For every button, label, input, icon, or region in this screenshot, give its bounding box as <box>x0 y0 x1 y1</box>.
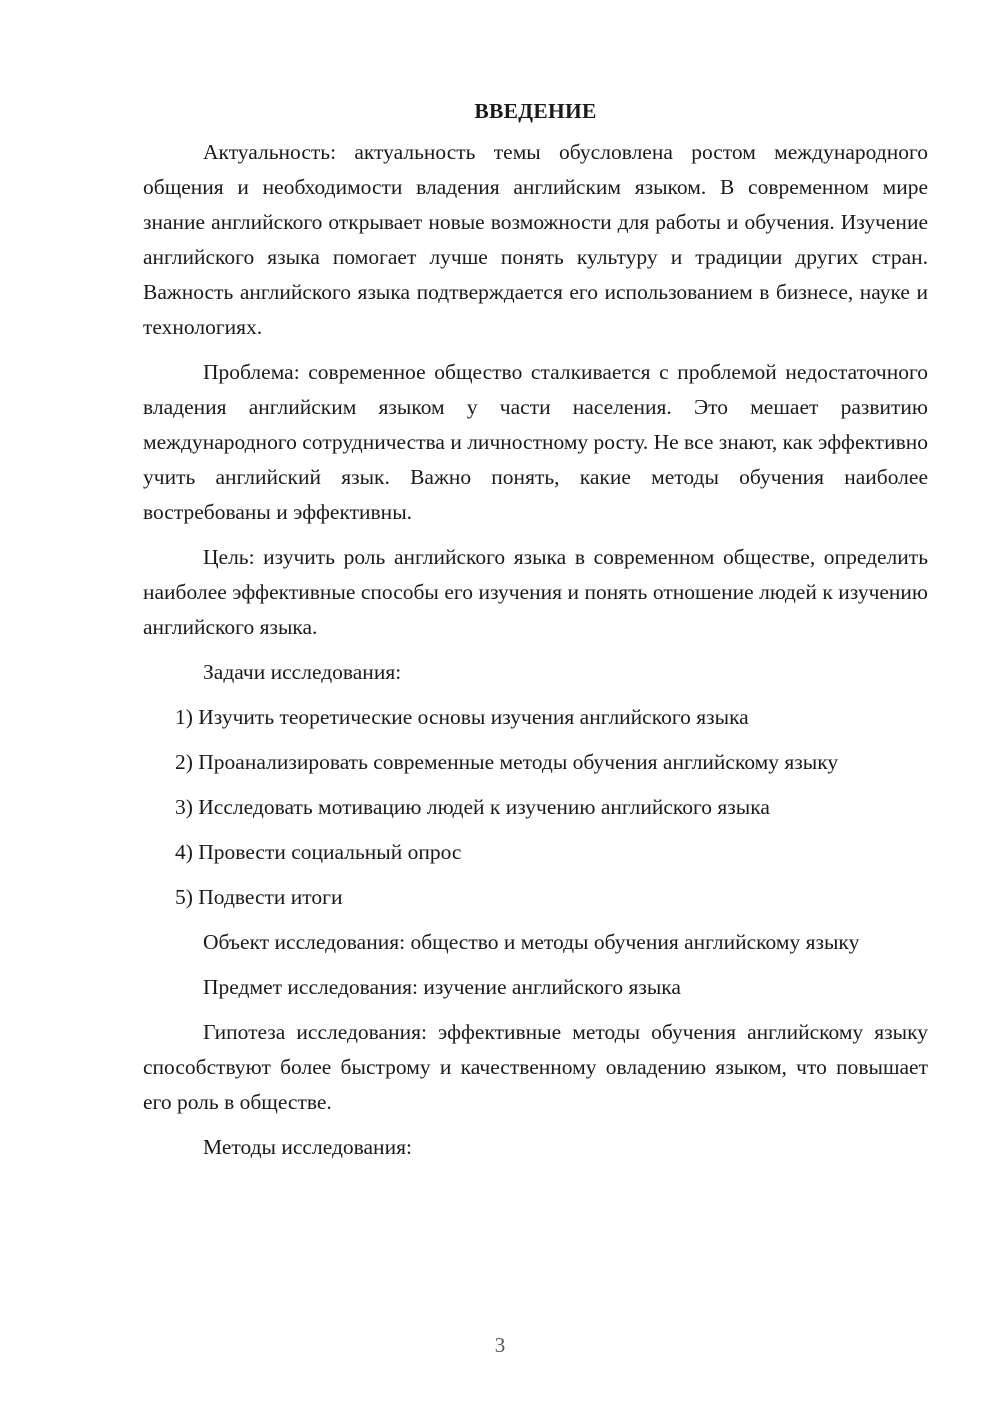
problem-paragraph: Проблема: современное общество сталкивается с проблемой недостаточного владения английским языком у части населения. Это мешает развитию международного сотрудничества и личностному росту. Не все знают, как эффективно учить английский язык. Важно понять, какие методы обучения наиболее востребованы и эффективны. <box>143 360 928 524</box>
methods-heading: Методы исследования: <box>203 1135 412 1159</box>
tasks-heading: Задачи исследования: <box>203 660 402 684</box>
goal-paragraph: Цель: изучить роль английского языка в современном обществе, определить наиболее эффективные способы его изучения и понять отношение людей к изучению английского языка. <box>143 545 928 639</box>
section-heading: ВВЕДЕНИЕ <box>474 99 597 123</box>
task-item: 2) Проанализировать современные методы обучения английскому языку <box>175 750 839 774</box>
task-item: 1) Изучить теоретические основы изучения английского языка <box>175 705 749 729</box>
object-paragraph: Объект исследования: общество и методы обучения английскому языку <box>203 930 860 954</box>
subject-paragraph: Предмет исследования: изучение английского языка <box>203 975 681 999</box>
page-number: 3 <box>494 1333 506 1357</box>
task-item: 5) Подвести итоги <box>175 885 343 909</box>
task-item: 4) Провести социальный опрос <box>175 840 462 864</box>
hypothesis-paragraph: Гипотеза исследования: эффективные методы обучения английскому языку способствуют более быстрому и качественному овладению языком, что повышает его роль в обществе. <box>143 1020 928 1114</box>
task-item: 3) Исследовать мотивацию людей к изучению английского языка <box>175 795 770 819</box>
tasks-list <box>143 700 928 915</box>
document-page <box>143 94 928 1175</box>
relevance-paragraph: Актуальность: актуальность темы обусловлена ростом международного общения и необходимости владения английским языком. В современном мире знание английского открывает новые возможности для работы и обучения. Изучение английского языка помогает лучше понять культуру и традиции других стран. Важность английского языка подтверждается его использованием в бизнесе, науке и технологиях. <box>143 140 928 339</box>
